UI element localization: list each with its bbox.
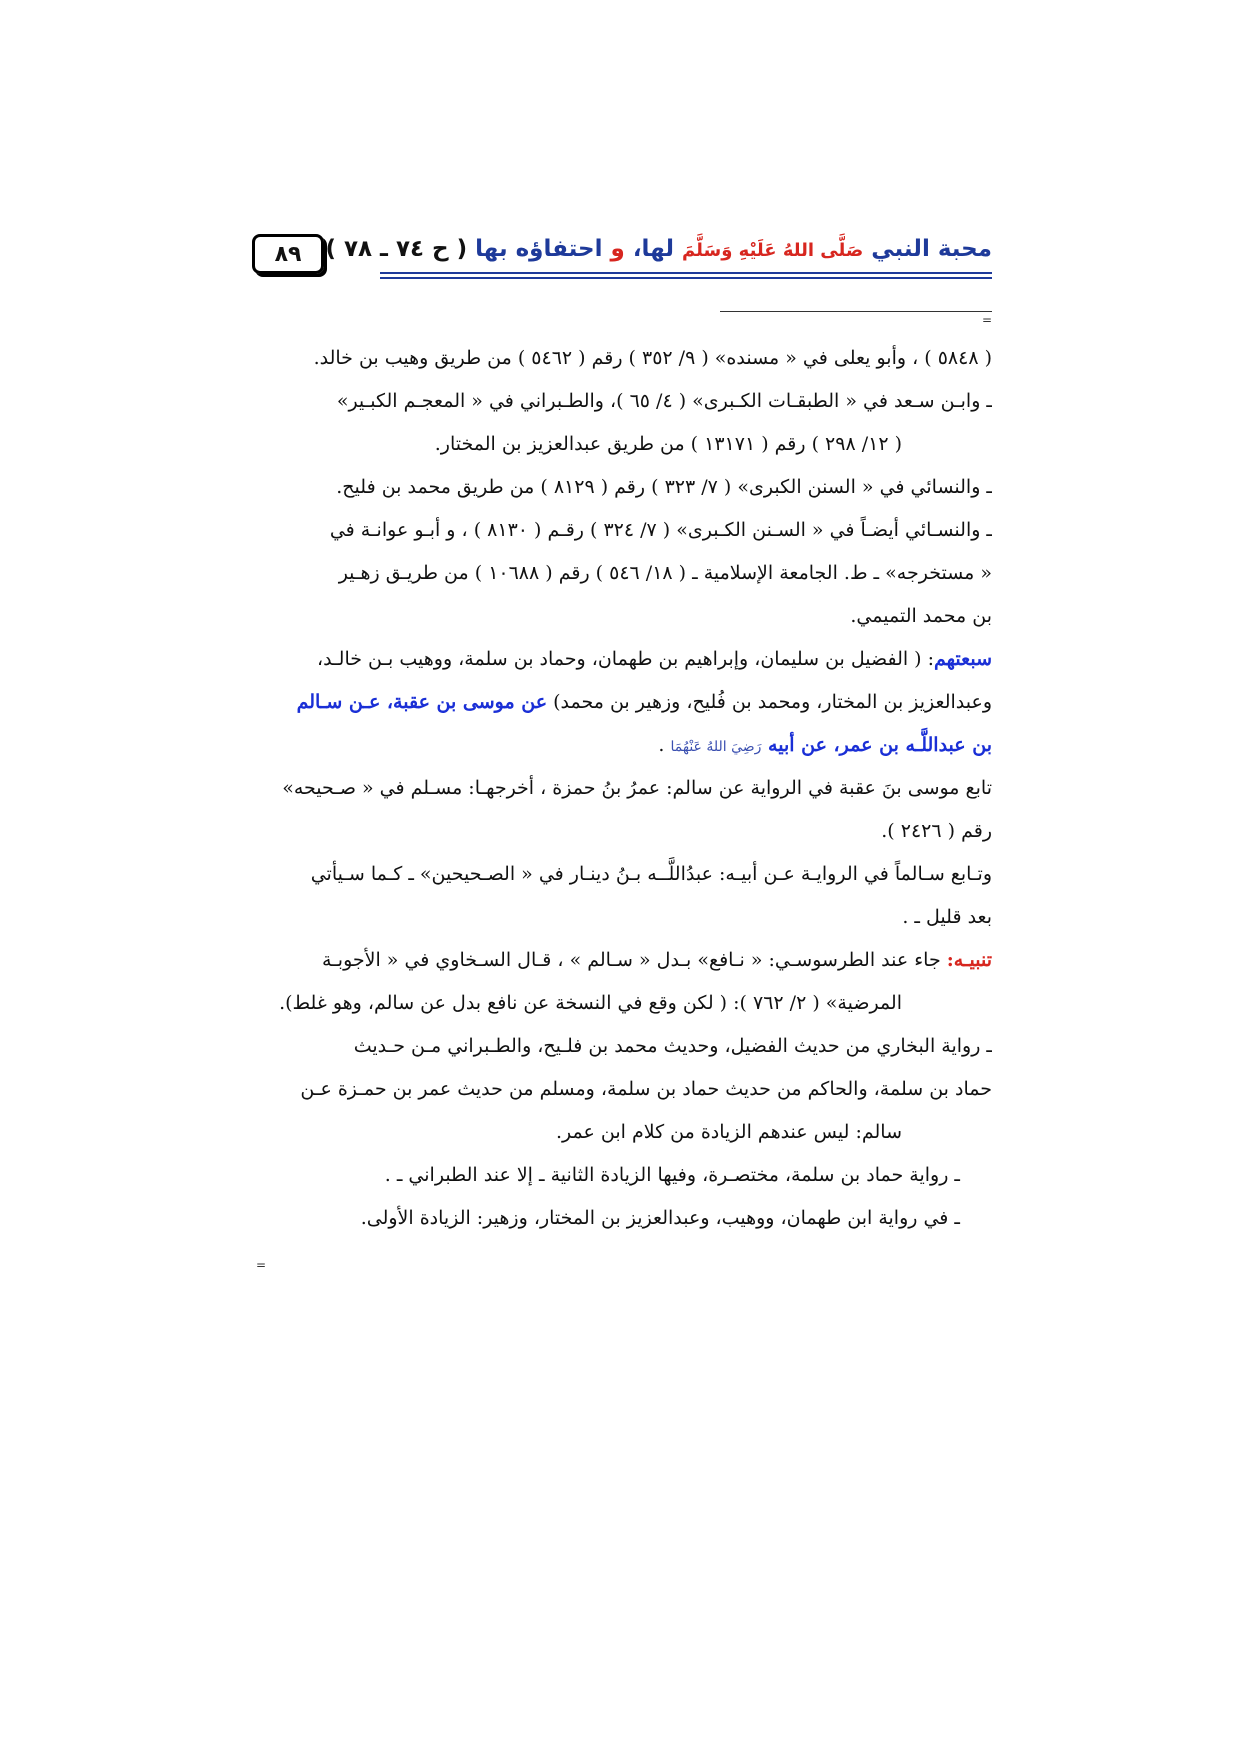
text-line-13: وتـابع سـالماً في الروايـة عـن أبيـه: عبدُاللَّــه بـنُ دينـار في « الصـحيحين» ـ كـما سـيأتي xyxy=(310,863,992,885)
title-part-2: لها، xyxy=(624,236,683,262)
title-part-1: محبة النبي xyxy=(863,236,992,262)
page-number-box xyxy=(252,234,324,274)
continuation-mark-top: = xyxy=(982,313,993,327)
text-line-7: بن محمد التميمي. xyxy=(850,605,992,627)
isnad-highlight-2: بن عبداللَّـه بن عمر، عن أبيه xyxy=(761,734,992,756)
title-range: ( ح ٧٤ ـ ٧٨ ) xyxy=(325,236,468,262)
title-honorific: صَلَّى اللهُ عَلَيْهِ وَسَلَّمَ xyxy=(682,240,864,261)
text-line-4: ـ والنسائي في « السنن الكبرى» ( ٧/ ٣٢٣ ) رقم ( ٨١٢٩ ) من طريق محمد بن فليح. xyxy=(336,476,992,498)
text-line-12: رقم ( ٢٤٢٦ ). xyxy=(881,820,992,842)
text-line-10: بن عبداللَّـه بن عمر، عن أبيه رَضِيَ اللهُ عَنْهُمَا . xyxy=(658,734,992,756)
text-line-3: ( ١٢/ ٢٩٨ ) رقم ( ١٣١٧١ ) من طريق عبدالعزيز بن المختار. xyxy=(434,433,902,455)
text-line-16: المرضية» ( ٢/ ٧٦٢ ): ( لكن وقع في النسخة عن نافع بدل عن سالم، وهو غلط). xyxy=(279,992,902,1014)
page-header xyxy=(252,234,992,280)
text-line-9: وعبدالعزيز بن المختار، ومحمد بن فُليح، وزهير بن محمد) عن موسى بن عقبة، عـن سـالم xyxy=(296,691,992,713)
title-and: و xyxy=(610,236,625,262)
text-line-6: « مستخرجه» ـ ط. الجامعة الإسلامية ـ ( ١٨/ ٥٤٦ ) رقم ( ١٠٦٨٨ ) من طريـق زهـير xyxy=(338,562,992,584)
label-sabatuhum: سبعتهم xyxy=(934,648,992,670)
honorific-radiallahu: رَضِيَ اللهُ عَنْهُمَا xyxy=(670,739,762,755)
footnote-continuation-rule xyxy=(720,311,992,312)
text-line-14: بعد قليل ـ . xyxy=(902,906,992,928)
text-line-15: تنبيـه: جاء عند الطرسوسـي: « نـافع» بـدل « سـالم » ، قـال السـخاوي في « الأجوبـة xyxy=(322,949,992,971)
text-line-5: ـ والنسـائي أيضـاً في « السـنن الكـبرى» ( ٧/ ٣٢٤ ) رقـم ( ٨١٣٠ ) ، و أبـو عوانـة في xyxy=(329,519,992,541)
page-number: ٨٩ xyxy=(274,241,302,267)
footnote-text xyxy=(252,337,992,1240)
text-line-20: ـ رواية حماد بن سلمة، مختصـرة، وفيها الزيادة الثانية ـ إلا عند الطبراني ـ . xyxy=(384,1164,960,1186)
text-line-17: ـ رواية البخاري من حديث الفضيل، وحديث محمد بن فلـيح، والطـبراني مـن حـديث xyxy=(353,1035,992,1057)
isnad-highlight-1: عن موسى بن عقبة، عـن سـالم xyxy=(296,691,548,713)
running-title xyxy=(325,236,992,262)
title-part-3: احتفاؤه بها xyxy=(467,236,611,262)
text-line-8: سبعتهم: ( الفضيل بن سليمان، وإبراهيم بن طهمان، وحماد بن سلمة، ووهيب بـن خالـد، xyxy=(316,648,992,670)
header-rule-bottom xyxy=(380,277,992,279)
text-line-1: ( ٥٨٤٨ ) ، وأبو يعلى في « مسنده» ( ٩/ ٣٥٢ ) رقم ( ٥٤٦٢ ) من طريق وهيب بن خالد. xyxy=(313,347,992,369)
text-line-21: ـ في رواية ابن طهمان، ووهيب، وعبدالعزيز بن المختار، وزهير: الزيادة الأولى. xyxy=(360,1207,960,1229)
label-tanbih: تنبيـه: xyxy=(946,949,992,971)
text-line-11: تابع موسى بنَ عقبة في الرواية عن سالم: عمرُ بنُ حمزة ، أخرجهـا: مسـلم في « صـحيحه» xyxy=(282,777,992,799)
header-rule-top xyxy=(380,272,992,274)
text-line-19: سالم: ليس عندهم الزيادة من كلام ابن عمر. xyxy=(556,1121,902,1143)
text-line-18: حماد بن سلمة، والحاكم من حديث حماد بن سلمة، ومسلم من حديث عمر بن حمـزة عـن xyxy=(300,1078,992,1100)
text-line-2: ـ وابـن سـعد في « الطبقـات الكـبرى» ( ٤/ ٦٥ )، والطـبراني في « المعجـم الكبـير» xyxy=(336,390,992,412)
continuation-mark-bottom: = xyxy=(256,1258,267,1272)
